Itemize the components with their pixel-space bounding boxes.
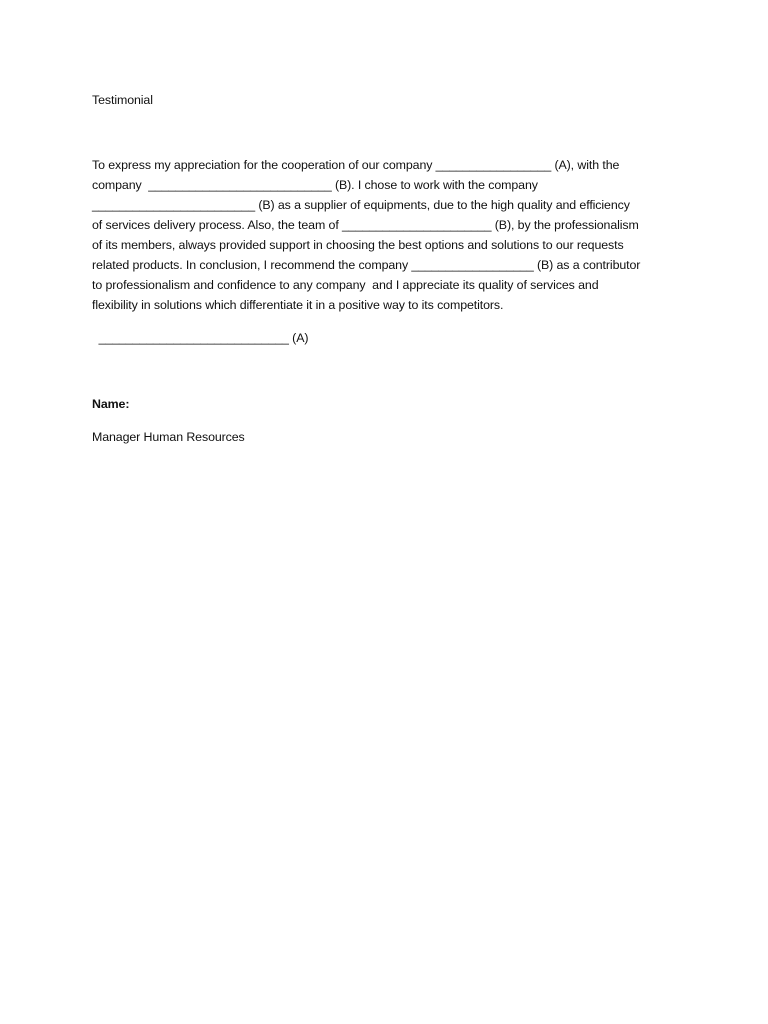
body-line: of its members, always provided support in choosing the best options and solutions to our requests — [92, 238, 624, 252]
testimonial-document — [92, 90, 692, 447]
body-line: flexibility in solutions which differentiate it in a positive way to its competitors. — [92, 298, 504, 312]
position-title: Manager Human Resources — [92, 430, 245, 444]
body-line: related products. In conclusion, I recommend the company __________________ (B) as a contributor — [92, 258, 641, 272]
body-line: to professionalism and confidence to any company and I appreciate its quality of services and — [92, 278, 599, 292]
signature-line: ____________________________ (A) — [92, 331, 309, 345]
body-line: To express my appreciation for the cooperation of our company _________________ (A), with the — [92, 158, 620, 172]
name-label: Name: — [92, 397, 130, 411]
body-line: company ___________________________ (B). I chose to work with the company — [92, 178, 538, 192]
testimonial-body — [92, 155, 692, 315]
document-title: Testimonial — [92, 93, 153, 107]
body-line: ________________________ (B) as a supplier of equipments, due to the high quality and efficiency — [92, 198, 630, 212]
body-line: of services delivery process. Also, the team of ______________________ (B), by the professionalism — [92, 218, 639, 232]
